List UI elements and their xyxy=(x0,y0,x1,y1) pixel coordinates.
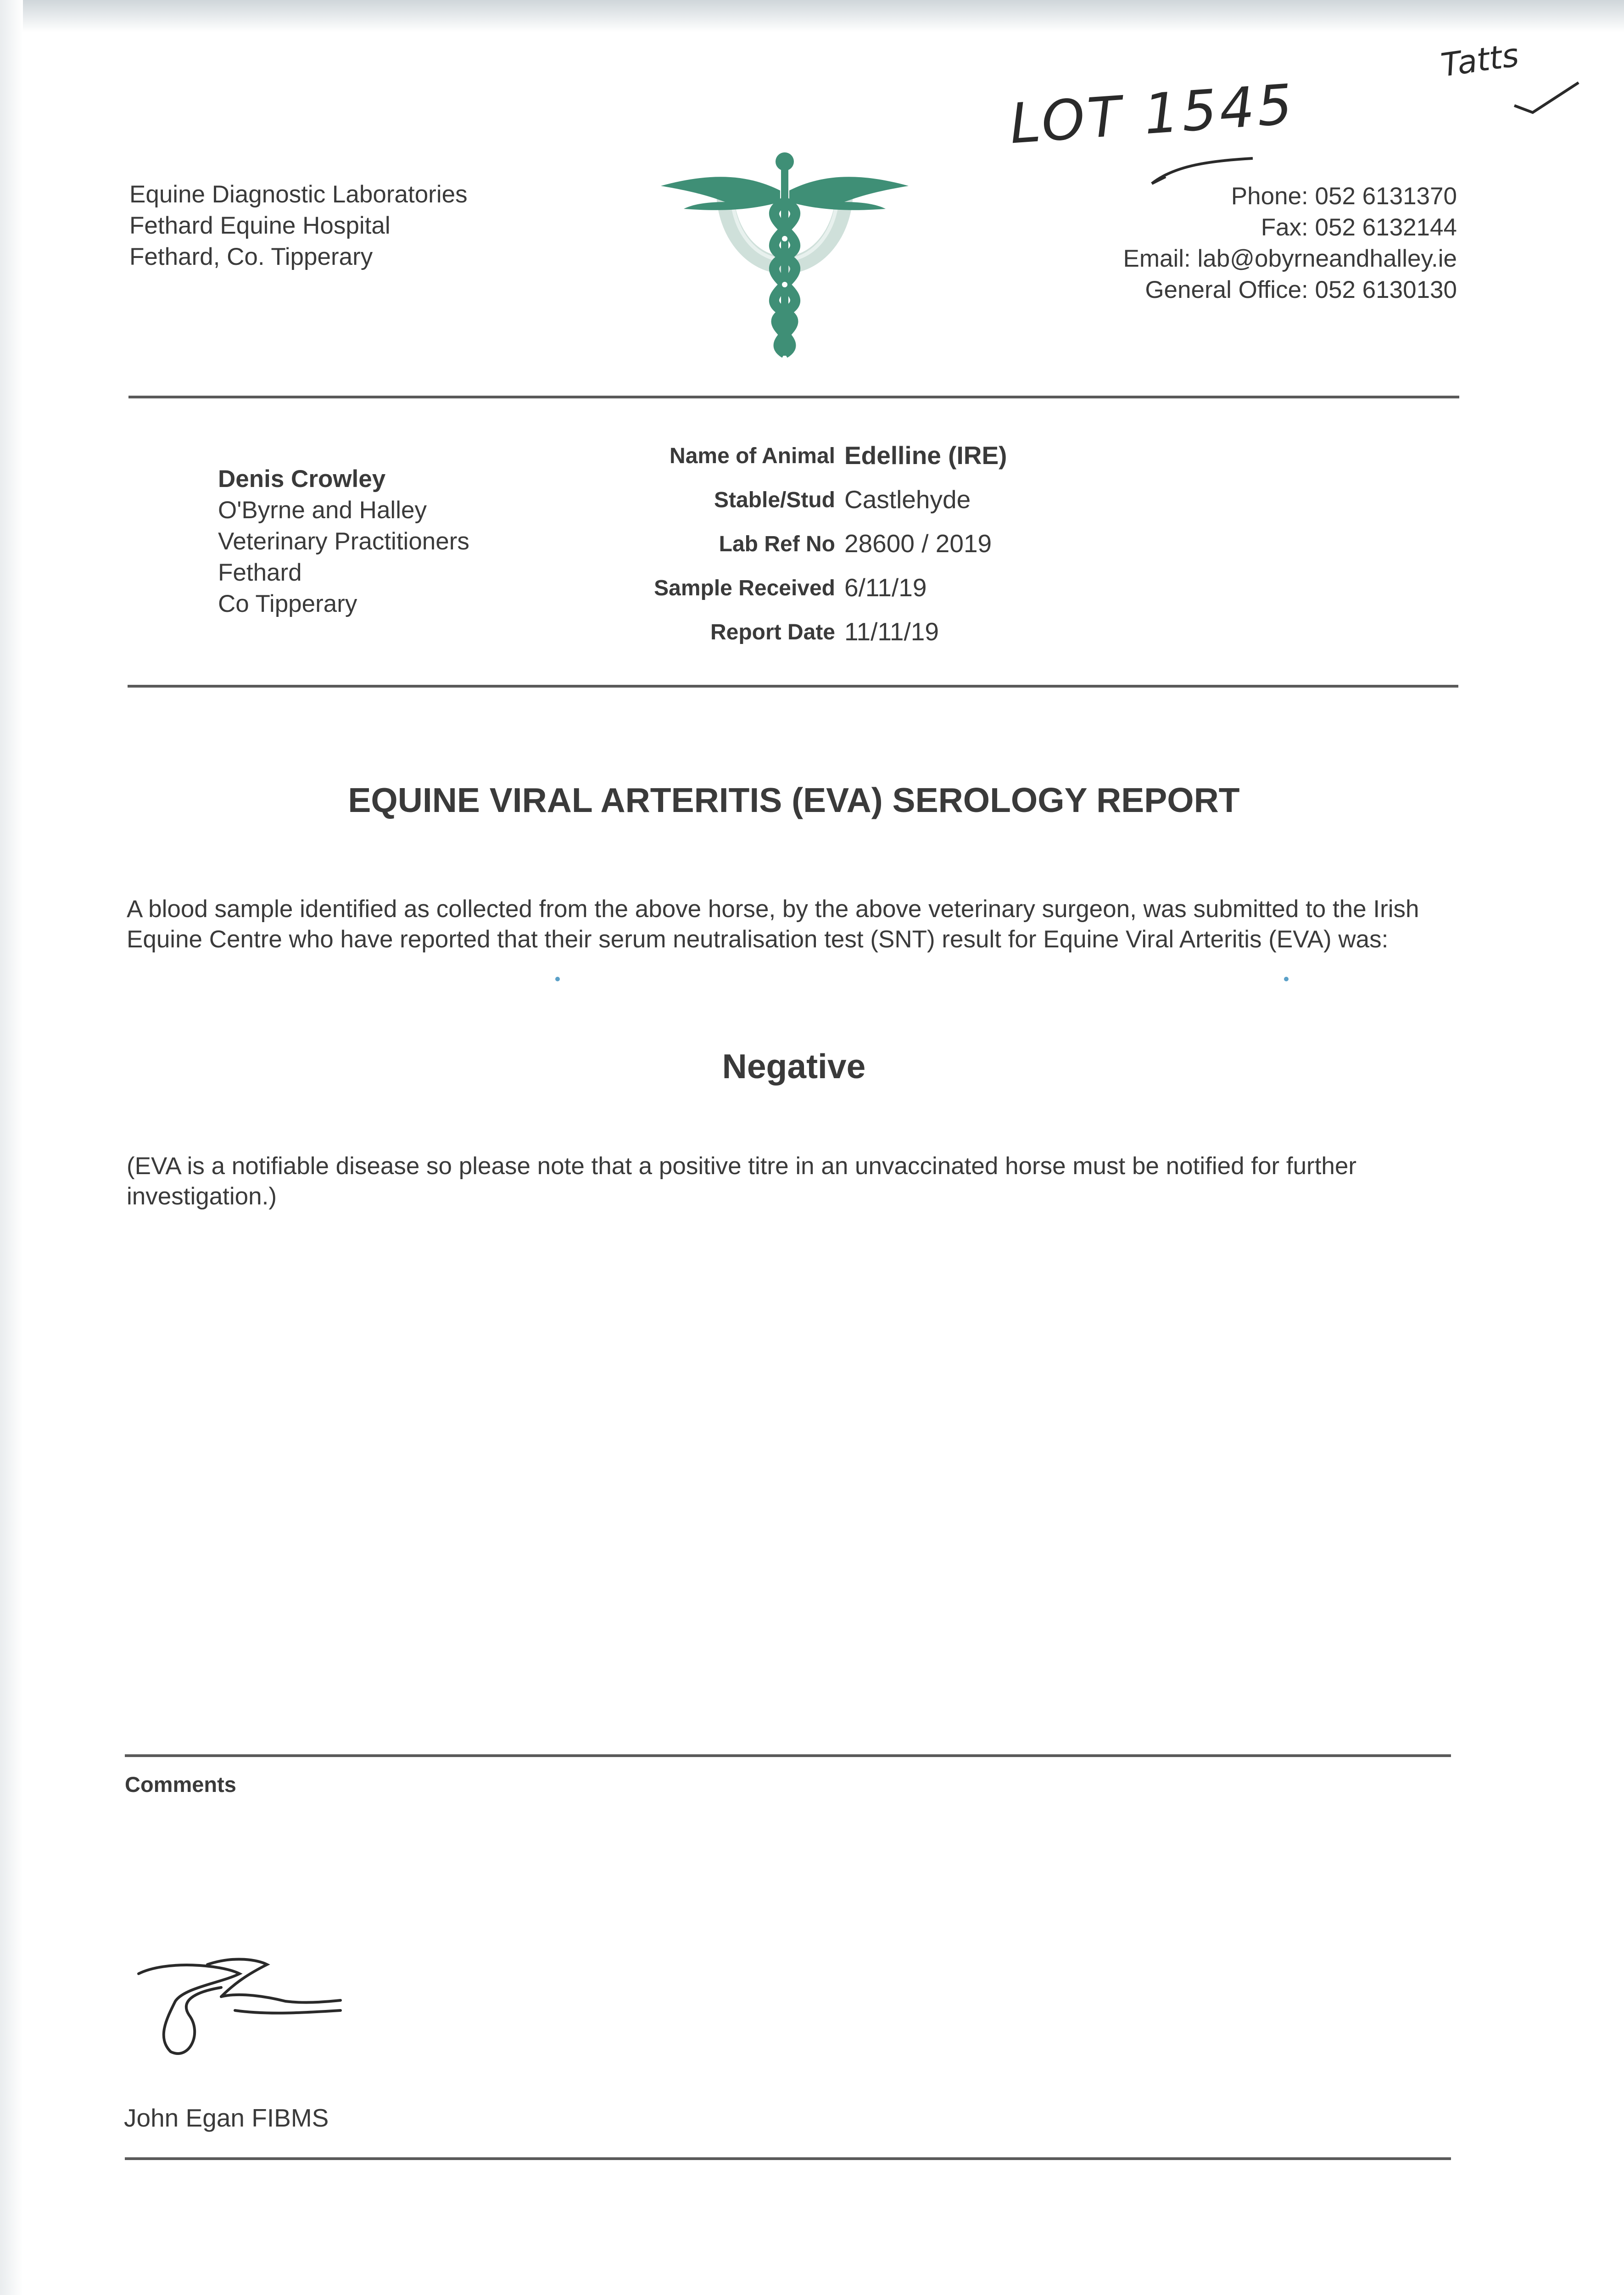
detail-value: 11/11/19 xyxy=(844,617,939,646)
handwritten-tatts: Tatts xyxy=(1439,36,1521,84)
report-paragraph: A blood sample identified as collected from the above horse, by the above veterinary surgeon, was submitted to the Irish Equine Centre who have reported that their serum neutralisation test (SNT) result for Equine Viral Arteritis (EVA) was: xyxy=(127,896,1419,953)
lab-email: Email: lab@obyrneandhalley.ie xyxy=(1123,245,1457,272)
detail-value: Castlehyde xyxy=(844,485,971,514)
scan-top-shadow xyxy=(0,0,1624,32)
recipient-name: Denis Crowley xyxy=(218,465,386,493)
divider-footer xyxy=(125,2157,1451,2160)
handwritten-check-mark xyxy=(1510,78,1583,115)
lab-address xyxy=(129,179,468,273)
detail-row-lab-ref xyxy=(459,529,1285,573)
detail-value: Edelline (IRE) xyxy=(844,441,1007,470)
detail-label: Sample Received xyxy=(654,576,835,600)
divider-details xyxy=(128,685,1458,688)
recipient-line: Veterinary Practitioners xyxy=(218,528,469,555)
recipient-line: O'Byrne and Halley xyxy=(218,497,427,524)
test-result: Negative xyxy=(722,1047,866,1086)
signer-name: John Egan FIBMS xyxy=(124,2104,329,2132)
divider-header xyxy=(128,396,1459,398)
detail-row-report-date xyxy=(459,617,1285,661)
detail-value: 28600 / 2019 xyxy=(844,529,992,558)
lab-general-office: General Office: 052 6130130 xyxy=(1145,276,1457,303)
comments-label: Comments xyxy=(125,1772,236,1797)
detail-row-stable xyxy=(459,485,1285,529)
divider-comments xyxy=(125,1754,1451,1757)
detail-row-sample-received xyxy=(459,573,1285,617)
lab-hospital: Fethard Equine Hospital xyxy=(129,212,391,239)
detail-label: Stable/Stud xyxy=(714,488,835,512)
detail-value: 6/11/19 xyxy=(844,573,927,602)
lab-contact xyxy=(1123,181,1457,306)
recipient-address xyxy=(218,464,469,620)
caduceus-horseshoe-icon xyxy=(656,147,913,367)
detail-label: Lab Ref No xyxy=(719,532,835,556)
lab-name: Equine Diagnostic Laboratories xyxy=(129,181,468,208)
lab-phone: Phone: 052 6131370 xyxy=(1231,183,1457,210)
report-title: EQUINE VIRAL ARTERITIS (EVA) SEROLOGY REPORT xyxy=(348,781,1240,819)
detail-label: Report Date xyxy=(710,620,835,644)
detail-row-animal xyxy=(459,441,1285,485)
scan-speck xyxy=(555,977,560,981)
lab-fax: Fax: 052 6132144 xyxy=(1261,214,1457,241)
scan-left-shadow xyxy=(0,0,23,2295)
recipient-line: Fethard xyxy=(218,559,302,586)
report-note: (EVA is a notifiable disease so please note that a positive titre in an unvaccinated horse must be notified for further investigation.) xyxy=(127,1153,1357,1210)
detail-label: Name of Animal xyxy=(670,444,835,468)
lab-location: Fethard, Co. Tipperary xyxy=(129,243,373,270)
handwritten-lot-number: LOT 1545 xyxy=(1007,73,1297,157)
handwritten-signature xyxy=(129,1946,350,2066)
scan-speck xyxy=(1284,977,1289,981)
recipient-line: Co Tipperary xyxy=(218,590,357,617)
